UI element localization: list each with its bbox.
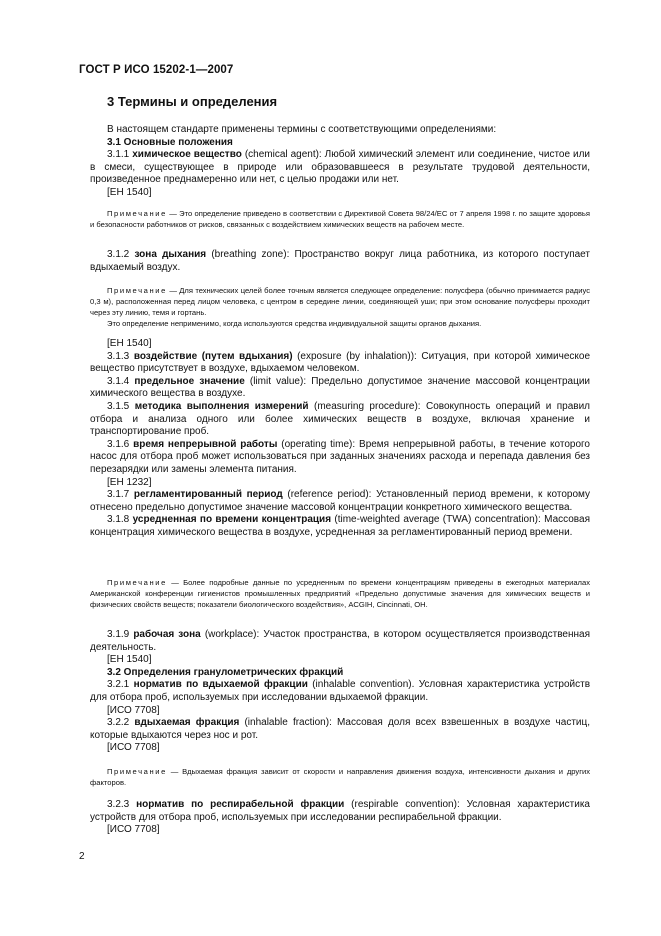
block-3-2-3: [90, 799, 590, 837]
note-label: Примечание: [107, 286, 167, 295]
term-definition: (workplace): Участок пространства, в котором осуществляется производственная деятельность.: [90, 629, 591, 653]
term-number: 3.1.5: [107, 400, 130, 412]
term-3-2-1: [90, 679, 590, 704]
term-number: 3.1.1: [107, 149, 130, 161]
reference: [ИСО 7708]: [107, 704, 160, 716]
term-3-1-4: [90, 376, 590, 401]
term-name: усредненная по времени концентрация: [132, 514, 332, 526]
term-definition: (time-weighted average (TWA) concentration): Массовая концентрация химического вещества в воздухе, усредненная за регламентированный период времени.: [90, 514, 590, 538]
note-text: — Вдыхаемая фракция зависит от скорости и направления движения воздуха, интенсивности дыхания и других факторов.: [90, 767, 590, 787]
reference: [ЕН 1232]: [107, 476, 152, 488]
note-label: Примечание: [107, 767, 167, 776]
section-title: 3 Термины и определения: [107, 94, 278, 109]
term-definition: (operating time): Время непрерывной работы, в течение которого насос для отбора проб может использоваться при заданных значениях расхода и перепада давления без перезарядки или замены элемента питания.: [90, 438, 590, 475]
term-definition: (reference period): Установленный период времени, к которому отнесено предельно допустимое значение массовой концентрации конкретного химического вещества.: [90, 489, 590, 513]
term-definition: (chemical agent): Любой химический элемент или соединение, чистое или в смеси, существующее в природе или образовавшееся в результате трудовой деятельности, произведенное преднамеренно или нет, с целью продажи или нет.: [90, 149, 591, 186]
block-intro: [90, 124, 590, 200]
term-3-1-5: [90, 401, 590, 439]
term-name: предельное значение: [134, 375, 245, 387]
subsection-3-2-title: 3.2 Определения гранулометрических фракций: [107, 666, 344, 678]
term-number: 3.2.2: [107, 717, 130, 729]
term-name: регламентированный период: [133, 489, 283, 501]
document-header: ГОСТ Р ИСО 15202-1—2007: [79, 64, 234, 76]
block-3-1-9-to-3-2-2: [90, 629, 590, 755]
term-name: время непрерывной работы: [133, 438, 278, 450]
note-label: Примечание: [107, 578, 167, 587]
reference: [ИСО 7708]: [107, 742, 160, 754]
reference: [ЕН 1540]: [107, 338, 152, 349]
term-3-1-1: [90, 149, 590, 187]
term-number: 3.1.9: [107, 629, 130, 640]
term-name: норматив по вдыхаемой фракции: [133, 679, 308, 691]
term-definition: (inhalable fraction): Массовая доля всех взвешенных в воздухе частиц, которые вдыхаются через нос и рот.: [90, 717, 590, 741]
note-2: [90, 285, 590, 329]
intro-text: В настоящем стандарте применены термины с соответствующими определениями:: [107, 124, 497, 135]
term-name: методика выполнения измерений: [134, 400, 309, 412]
page-number: 2: [79, 851, 85, 862]
term-number: 3.1.8: [107, 514, 130, 526]
term-name: химическое вещество: [132, 149, 242, 161]
term-name: рабочая зона: [133, 629, 201, 640]
note-4: [90, 766, 590, 788]
note-label: Примечание: [107, 209, 167, 218]
term-3-2-2: [90, 717, 590, 742]
subsection-3-2: [90, 667, 590, 680]
term-3-1-9: [90, 629, 590, 654]
term-definition: (inhalable convention). Условная характеристика устройств для отбора проб, используемых при исследовании вдыхаемой фракции.: [90, 679, 591, 703]
note-text: — Более подробные данные по усредненным по времени концентрациям приведены в ежегодных материалах Американской конференции гигиенистов промышленных предприятий «Предельно допустимые значения для химических веществ и физических свойств веществ; показатели биологического воздействия», ACGIH, Cincinnati, OH.: [90, 578, 590, 609]
term-3-1-3: [90, 351, 590, 376]
term-number: 3.1.3: [107, 350, 130, 362]
note-1: [90, 208, 590, 230]
note-extra: Это определение неприменимо, когда используются средства индивидуальной защиты органов дыхания.: [107, 319, 482, 328]
term-3-1-2: [90, 249, 590, 274]
term-definition: (exposure (by inhalation)): Ситуация, при которой химическое вещество присутствует в воздухе, вдыхаемом человеком.: [90, 350, 591, 375]
term-definition: (limit value): Предельно допустимое значение массовой концентрации химического вещества в воздухе.: [90, 375, 591, 400]
term-name: воздействие (путем вдыхания): [133, 350, 293, 362]
term-definition: (breathing zone): Пространство вокруг лица работника, из которого поступает вдыхаемый воздух.: [90, 249, 590, 273]
term-name: зона дыхания: [134, 249, 207, 260]
term-name: вдыхаемая фракция: [134, 717, 240, 729]
term-name: норматив по респирабельной фракции: [136, 799, 345, 810]
reference: [ЕН 1540]: [107, 186, 152, 198]
term-definition: (measuring procedure): Совокупность операций и правил отбора и анализа одного или более химических веществ в воздухе, включая хранение и транспортирование проб.: [90, 400, 590, 438]
note-text: — Это определение приведено в соответствии с Директивой Совета 98/24/ЕС от 7 апреля 1998 г. по защите здоровья и безопасности работников от рисков, связанных с воздействием химических веществ на рабочем месте.: [90, 209, 590, 229]
term-3-1-8: [90, 514, 590, 539]
term-number: 3.1.4: [107, 375, 130, 387]
term-3-1-6: [90, 439, 590, 477]
term-definition: (respirable convention): Условная характеристика устройств для отбора проб, используемых при исследовании респирабельной фракции.: [90, 799, 590, 823]
note-text: — Для технических целей более точным является следующее определение: полусфера (обычно принимается радиус 0,3 м), расположенная перед лицом человека, с центром в середине линии, соединяющей уши; при этом основание полусферы проходит через эту линию, темя и гортань.: [90, 286, 590, 317]
subsection-3-1: [90, 137, 590, 150]
reference: [ЕН 1540]: [107, 654, 152, 666]
note-3: [90, 577, 590, 610]
term-number: 3.2.1: [107, 679, 130, 691]
term-3-1-7: [90, 489, 590, 514]
term-3-2-3: [90, 799, 590, 824]
block-3-1-3-to-3-1-8: [90, 338, 590, 540]
block-3-1-2: [90, 249, 590, 274]
term-number: 3.1.7: [107, 489, 130, 501]
subsection-3-1-title: 3.1 Основные положения: [107, 136, 233, 148]
reference: [ИСО 7708]: [107, 824, 160, 836]
term-number: 3.2.3: [107, 799, 130, 810]
term-number: 3.1.6: [107, 438, 130, 450]
term-number: 3.1.2: [107, 249, 130, 260]
